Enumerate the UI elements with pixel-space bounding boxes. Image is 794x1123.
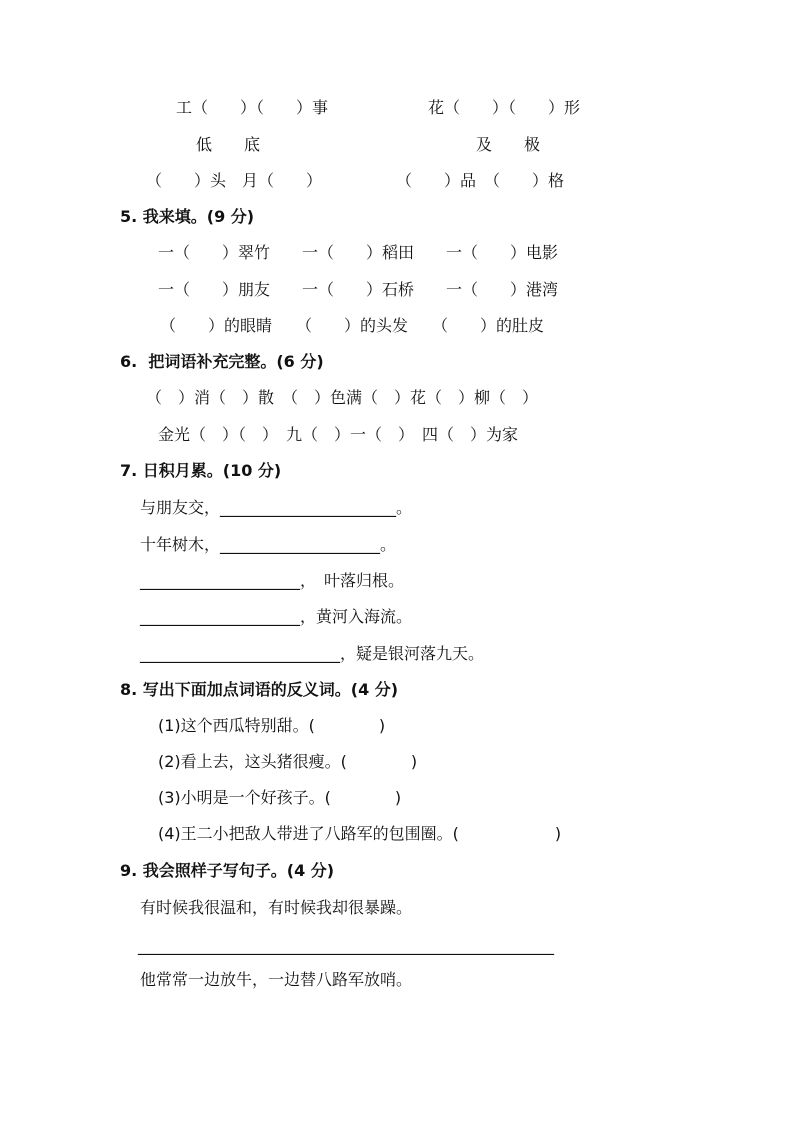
question-8-item-3: (3)小明是一个好孩子。( )	[158, 788, 402, 807]
question-5-row-2: 一（ ）朋友 一（ ）石桥 一（ ）港湾	[158, 280, 559, 299]
question-9-heading: 9. 我会照样子写句子。(4 分)	[120, 861, 335, 880]
question-5-heading: 5. 我来填。(9 分)	[120, 207, 255, 226]
question-7-heading: 7. 日积月累。(10 分)	[120, 461, 282, 480]
char-pair-row-1a: 工（ ）（ ）事	[176, 98, 329, 117]
question-8-item-1: (1)这个西瓜特别甜。( )	[158, 716, 386, 735]
question-7-line-4: ____________________，黄河入海流。	[140, 607, 413, 626]
char-pair-row-1b: 花（ ）（ ）形	[428, 98, 581, 117]
char-pair-row-2a: 低 底	[196, 135, 261, 154]
question-9-sentence-2: 他常常一边放牛，一边替八路军放哨。	[140, 970, 413, 989]
question-6-row-2: 金光（ ）（ ） 九（ ）一（ ） 四（ ）为家	[158, 425, 519, 444]
question-8-item-2: (2)看上去，这头猪很瘦。( )	[158, 752, 418, 771]
char-pair-row-3a: （ ）头 月（ ）	[146, 171, 323, 190]
question-8-heading: 8. 写出下面加点词语的反义词。(4 分)	[120, 680, 399, 699]
question-7-line-3: ____________________， 叶落归根。	[140, 571, 405, 590]
char-pair-row-2b: 及 极	[476, 135, 541, 154]
question-7-line-2: 十年树木，____________________。	[140, 535, 397, 554]
question-7-line-1: 与朋友交，______________________。	[140, 498, 413, 517]
char-pair-row-3b: （ ）品 （ ）格	[396, 171, 565, 190]
question-5-row-3: （ ）的眼睛 （ ）的头发 （ ）的肚皮	[160, 316, 545, 335]
question-9-answer-line: ____________________________________________________	[138, 936, 554, 955]
question-7-line-5: _________________________，疑是银河落九天。	[140, 644, 485, 663]
question-5-row-1: 一（ ）翠竹 一（ ）稻田 一（ ）电影	[158, 243, 559, 262]
question-9-example: 有时候我很温和，有时候我却很暴躁。	[140, 898, 413, 917]
question-6-heading: 6. 把词语补充完整。(6 分)	[120, 352, 324, 371]
question-6-row-1: （ ）消（ ）散 （ ）色满（ ）花（ ）柳（ ）	[146, 388, 539, 407]
question-8-item-4: (4)王二小把敌人带进了八路军的包围圈。( )	[158, 824, 562, 843]
